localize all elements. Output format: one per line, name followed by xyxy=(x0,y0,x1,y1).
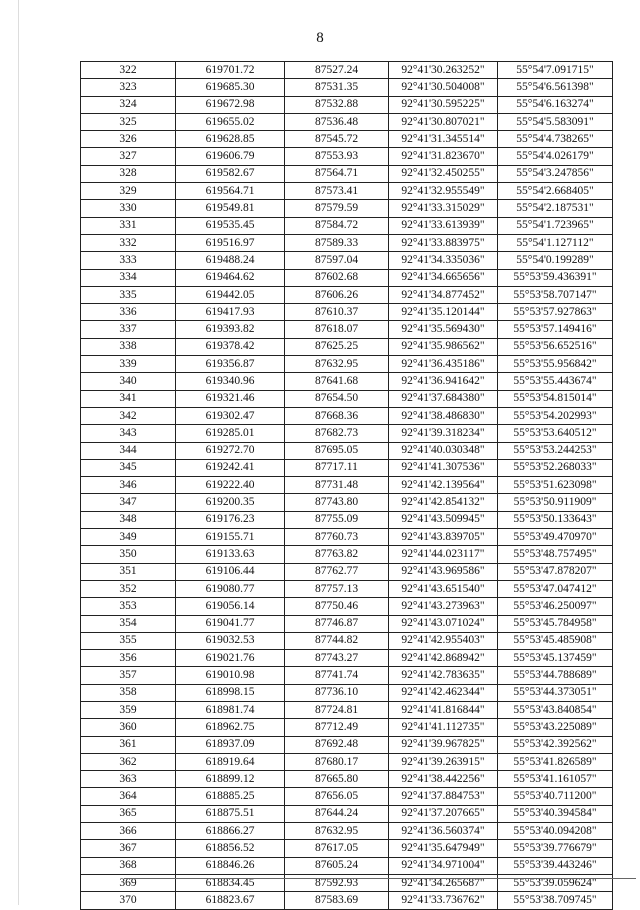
y-coordinate-cell: 87536.48 xyxy=(285,113,389,130)
y-coordinate-cell: 87736.10 xyxy=(285,684,389,701)
longitude-cell: 92°41'40.030348" xyxy=(389,442,498,459)
x-coordinate-cell: 619488.24 xyxy=(176,252,285,269)
x-coordinate-cell: 619535.45 xyxy=(176,217,285,234)
table-row xyxy=(81,425,613,442)
table-row xyxy=(81,113,613,130)
longitude-cell: 92°41'30.263252" xyxy=(389,62,498,79)
table-row xyxy=(81,62,613,79)
point-number-cell: 367 xyxy=(81,840,176,857)
point-number-cell: 325 xyxy=(81,113,176,130)
longitude-cell: 92°41'41.816844" xyxy=(389,701,498,718)
longitude-cell: 92°41'38.486830" xyxy=(389,407,498,424)
latitude-cell: 55°53'56.652516" xyxy=(498,338,613,355)
longitude-cell: 92°41'41.112735" xyxy=(389,719,498,736)
x-coordinate-cell: 619582.67 xyxy=(176,165,285,182)
x-coordinate-cell: 619672.98 xyxy=(176,96,285,113)
latitude-cell: 55°53'47.047412" xyxy=(498,580,613,597)
point-number-cell: 332 xyxy=(81,234,176,251)
coordinates-table-body xyxy=(81,62,613,910)
latitude-cell: 55°54'2.187531" xyxy=(498,200,613,217)
table-row xyxy=(81,286,613,303)
latitude-cell: 55°54'7.091715" xyxy=(498,62,613,79)
table-row xyxy=(81,805,613,822)
y-coordinate-cell: 87744.82 xyxy=(285,632,389,649)
point-number-cell: 355 xyxy=(81,632,176,649)
longitude-cell: 92°41'42.783635" xyxy=(389,667,498,684)
x-coordinate-cell: 618834.45 xyxy=(176,874,285,891)
y-coordinate-cell: 87632.95 xyxy=(285,356,389,373)
longitude-cell: 92°41'44.023117" xyxy=(389,546,498,563)
point-number-cell: 345 xyxy=(81,459,176,476)
latitude-cell: 55°53'40.094208" xyxy=(498,823,613,840)
x-coordinate-cell: 618823.67 xyxy=(176,892,285,909)
point-number-cell: 326 xyxy=(81,131,176,148)
latitude-cell: 55°53'39.059624" xyxy=(498,874,613,891)
longitude-cell: 92°41'43.839705" xyxy=(389,529,498,546)
point-number-cell: 361 xyxy=(81,736,176,753)
x-coordinate-cell: 619272.70 xyxy=(176,442,285,459)
table-row xyxy=(81,407,613,424)
table-row xyxy=(81,183,613,200)
x-coordinate-cell: 619628.85 xyxy=(176,131,285,148)
longitude-cell: 92°41'33.613939" xyxy=(389,217,498,234)
x-coordinate-cell: 618875.51 xyxy=(176,805,285,822)
table-row xyxy=(81,356,613,373)
y-coordinate-cell: 87757.13 xyxy=(285,580,389,597)
y-coordinate-cell: 87625.25 xyxy=(285,338,389,355)
x-coordinate-cell: 618998.15 xyxy=(176,684,285,701)
longitude-cell: 92°41'37.884753" xyxy=(389,788,498,805)
latitude-cell: 55°53'53.244253" xyxy=(498,442,613,459)
longitude-cell: 92°41'34.971004" xyxy=(389,857,498,874)
y-coordinate-cell: 87589.33 xyxy=(285,234,389,251)
y-coordinate-cell: 87731.48 xyxy=(285,477,389,494)
y-coordinate-cell: 87606.26 xyxy=(285,286,389,303)
latitude-cell: 55°53'39.776679" xyxy=(498,840,613,857)
table-row xyxy=(81,701,613,718)
longitude-cell: 92°41'32.955549" xyxy=(389,183,498,200)
table-row xyxy=(81,252,613,269)
x-coordinate-cell: 618919.64 xyxy=(176,753,285,770)
latitude-cell: 55°54'3.247856" xyxy=(498,165,613,182)
latitude-cell: 55°53'45.137459" xyxy=(498,650,613,667)
longitude-cell: 92°41'35.986562" xyxy=(389,338,498,355)
point-number-cell: 346 xyxy=(81,477,176,494)
footer-line xyxy=(124,878,636,879)
point-number-cell: 360 xyxy=(81,719,176,736)
x-coordinate-cell: 619155.71 xyxy=(176,529,285,546)
point-number-cell: 343 xyxy=(81,425,176,442)
table-row xyxy=(81,650,613,667)
table-row xyxy=(81,96,613,113)
longitude-cell: 92°41'30.807021" xyxy=(389,113,498,130)
point-number-cell: 336 xyxy=(81,304,176,321)
point-number-cell: 340 xyxy=(81,373,176,390)
longitude-cell: 92°41'36.435186" xyxy=(389,356,498,373)
latitude-cell: 55°53'59.436391" xyxy=(498,269,613,286)
point-number-cell: 362 xyxy=(81,753,176,770)
table-row xyxy=(81,598,613,615)
longitude-cell: 92°41'42.462344" xyxy=(389,684,498,701)
x-coordinate-cell: 619222.40 xyxy=(176,477,285,494)
table-row xyxy=(81,892,613,909)
table-row xyxy=(81,234,613,251)
point-number-cell: 341 xyxy=(81,390,176,407)
y-coordinate-cell: 87545.72 xyxy=(285,131,389,148)
x-coordinate-cell: 618846.26 xyxy=(176,857,285,874)
table-row xyxy=(81,338,613,355)
latitude-cell: 55°53'50.133643" xyxy=(498,511,613,528)
x-coordinate-cell: 619516.97 xyxy=(176,234,285,251)
table-row xyxy=(81,529,613,546)
x-coordinate-cell: 619021.76 xyxy=(176,650,285,667)
latitude-cell: 55°54'1.127112" xyxy=(498,234,613,251)
longitude-cell: 92°41'39.318234" xyxy=(389,425,498,442)
point-number-cell: 364 xyxy=(81,788,176,805)
scan-edge-line xyxy=(18,0,19,905)
y-coordinate-cell: 87641.68 xyxy=(285,373,389,390)
table-row xyxy=(81,442,613,459)
table-row xyxy=(81,753,613,770)
latitude-cell: 55°53'44.788689" xyxy=(498,667,613,684)
longitude-cell: 92°41'30.504008" xyxy=(389,79,498,96)
table-row xyxy=(81,719,613,736)
latitude-cell: 55°53'41.826589" xyxy=(498,753,613,770)
y-coordinate-cell: 87763.82 xyxy=(285,546,389,563)
y-coordinate-cell: 87592.93 xyxy=(285,874,389,891)
x-coordinate-cell: 618937.09 xyxy=(176,736,285,753)
point-number-cell: 370 xyxy=(81,892,176,909)
latitude-cell: 55°54'1.723965" xyxy=(498,217,613,234)
x-coordinate-cell: 619606.79 xyxy=(176,148,285,165)
table-row xyxy=(81,131,613,148)
x-coordinate-cell: 619032.53 xyxy=(176,632,285,649)
table-row xyxy=(81,165,613,182)
point-number-cell: 353 xyxy=(81,598,176,615)
y-coordinate-cell: 87610.37 xyxy=(285,304,389,321)
x-coordinate-cell: 618899.12 xyxy=(176,771,285,788)
x-coordinate-cell: 618866.27 xyxy=(176,823,285,840)
y-coordinate-cell: 87656.05 xyxy=(285,788,389,805)
longitude-cell: 92°41'39.263915" xyxy=(389,753,498,770)
longitude-cell: 92°41'33.736762" xyxy=(389,892,498,909)
x-coordinate-cell: 619378.42 xyxy=(176,338,285,355)
longitude-cell: 92°41'31.345514" xyxy=(389,131,498,148)
point-number-cell: 369 xyxy=(81,874,176,891)
table-row xyxy=(81,148,613,165)
x-coordinate-cell: 619564.71 xyxy=(176,183,285,200)
page-number: 8 xyxy=(316,30,324,46)
x-coordinate-cell: 619655.02 xyxy=(176,113,285,130)
y-coordinate-cell: 87584.72 xyxy=(285,217,389,234)
latitude-cell: 55°53'40.394584" xyxy=(498,805,613,822)
table-row xyxy=(81,511,613,528)
latitude-cell: 55°54'4.026179" xyxy=(498,148,613,165)
point-number-cell: 335 xyxy=(81,286,176,303)
point-number-cell: 327 xyxy=(81,148,176,165)
y-coordinate-cell: 87665.80 xyxy=(285,771,389,788)
table-row xyxy=(81,632,613,649)
table-row xyxy=(81,269,613,286)
table-row xyxy=(81,771,613,788)
x-coordinate-cell: 618962.75 xyxy=(176,719,285,736)
y-coordinate-cell: 87553.93 xyxy=(285,148,389,165)
longitude-cell: 92°41'42.854132" xyxy=(389,494,498,511)
longitude-cell: 92°41'34.877452" xyxy=(389,286,498,303)
longitude-cell: 92°41'35.569430" xyxy=(389,321,498,338)
point-number-cell: 366 xyxy=(81,823,176,840)
latitude-cell: 55°54'6.561398" xyxy=(498,79,613,96)
longitude-cell: 92°41'43.651540" xyxy=(389,580,498,597)
y-coordinate-cell: 87692.48 xyxy=(285,736,389,753)
point-number-cell: 350 xyxy=(81,546,176,563)
y-coordinate-cell: 87680.17 xyxy=(285,753,389,770)
x-coordinate-cell: 619549.81 xyxy=(176,200,285,217)
longitude-cell: 92°41'43.969586" xyxy=(389,563,498,580)
latitude-cell: 55°54'6.163274" xyxy=(498,96,613,113)
point-number-cell: 331 xyxy=(81,217,176,234)
point-number-cell: 368 xyxy=(81,857,176,874)
table-row xyxy=(81,736,613,753)
longitude-cell: 92°41'32.450255" xyxy=(389,165,498,182)
y-coordinate-cell: 87724.81 xyxy=(285,701,389,718)
point-number-cell: 342 xyxy=(81,407,176,424)
y-coordinate-cell: 87602.68 xyxy=(285,269,389,286)
table-row xyxy=(81,684,613,701)
table-row xyxy=(81,823,613,840)
latitude-cell: 55°54'2.668405" xyxy=(498,183,613,200)
y-coordinate-cell: 87617.05 xyxy=(285,840,389,857)
x-coordinate-cell: 619106.44 xyxy=(176,563,285,580)
table-row xyxy=(81,857,613,874)
latitude-cell: 55°53'50.911909" xyxy=(498,494,613,511)
y-coordinate-cell: 87695.05 xyxy=(285,442,389,459)
y-coordinate-cell: 87746.87 xyxy=(285,615,389,632)
y-coordinate-cell: 87743.80 xyxy=(285,494,389,511)
x-coordinate-cell: 619442.05 xyxy=(176,286,285,303)
y-coordinate-cell: 87755.09 xyxy=(285,511,389,528)
latitude-cell: 55°53'54.202993" xyxy=(498,407,613,424)
longitude-cell: 92°41'42.955403" xyxy=(389,632,498,649)
x-coordinate-cell: 619133.63 xyxy=(176,546,285,563)
x-coordinate-cell: 619302.47 xyxy=(176,407,285,424)
longitude-cell: 92°41'37.684380" xyxy=(389,390,498,407)
point-number-cell: 354 xyxy=(81,615,176,632)
point-number-cell: 330 xyxy=(81,200,176,217)
latitude-cell: 55°53'43.225089" xyxy=(498,719,613,736)
latitude-cell: 55°53'48.757495" xyxy=(498,546,613,563)
longitude-cell: 92°41'31.823670" xyxy=(389,148,498,165)
point-number-cell: 322 xyxy=(81,62,176,79)
table-row xyxy=(81,200,613,217)
latitude-cell: 55°54'4.738265" xyxy=(498,131,613,148)
y-coordinate-cell: 87597.04 xyxy=(285,252,389,269)
y-coordinate-cell: 87573.41 xyxy=(285,183,389,200)
latitude-cell: 55°53'54.815014" xyxy=(498,390,613,407)
point-number-cell: 344 xyxy=(81,442,176,459)
table-row xyxy=(81,563,613,580)
table-row xyxy=(81,304,613,321)
longitude-cell: 92°41'34.265687" xyxy=(389,874,498,891)
y-coordinate-cell: 87682.73 xyxy=(285,425,389,442)
longitude-cell: 92°41'37.207665" xyxy=(389,805,498,822)
point-number-cell: 329 xyxy=(81,183,176,200)
x-coordinate-cell: 619356.87 xyxy=(176,356,285,373)
point-number-cell: 363 xyxy=(81,771,176,788)
point-number-cell: 348 xyxy=(81,511,176,528)
table-row xyxy=(81,79,613,96)
latitude-cell: 55°53'57.149416" xyxy=(498,321,613,338)
table-row xyxy=(81,840,613,857)
longitude-cell: 92°41'38.442256" xyxy=(389,771,498,788)
longitude-cell: 92°41'35.120144" xyxy=(389,304,498,321)
latitude-cell: 55°53'39.443246" xyxy=(498,857,613,874)
x-coordinate-cell: 619056.14 xyxy=(176,598,285,615)
y-coordinate-cell: 87668.36 xyxy=(285,407,389,424)
y-coordinate-cell: 87531.35 xyxy=(285,79,389,96)
x-coordinate-cell: 619176.23 xyxy=(176,511,285,528)
point-number-cell: 357 xyxy=(81,667,176,684)
table-row xyxy=(81,217,613,234)
latitude-cell: 55°54'5.583091" xyxy=(498,113,613,130)
latitude-cell: 55°53'40.711200" xyxy=(498,788,613,805)
latitude-cell: 55°53'46.250097" xyxy=(498,598,613,615)
point-number-cell: 349 xyxy=(81,529,176,546)
point-number-cell: 365 xyxy=(81,805,176,822)
point-number-cell: 359 xyxy=(81,701,176,718)
y-coordinate-cell: 87743.27 xyxy=(285,650,389,667)
y-coordinate-cell: 87760.73 xyxy=(285,529,389,546)
y-coordinate-cell: 87618.07 xyxy=(285,321,389,338)
y-coordinate-cell: 87750.46 xyxy=(285,598,389,615)
point-number-cell: 351 xyxy=(81,563,176,580)
latitude-cell: 55°53'44.373051" xyxy=(498,684,613,701)
point-number-cell: 337 xyxy=(81,321,176,338)
longitude-cell: 92°41'36.941642" xyxy=(389,373,498,390)
longitude-cell: 92°41'41.307536" xyxy=(389,459,498,476)
latitude-cell: 55°53'47.878207" xyxy=(498,563,613,580)
longitude-cell: 92°41'43.071024" xyxy=(389,615,498,632)
point-number-cell: 352 xyxy=(81,580,176,597)
latitude-cell: 55°53'55.443674" xyxy=(498,373,613,390)
point-number-cell: 356 xyxy=(81,650,176,667)
x-coordinate-cell: 619242.41 xyxy=(176,459,285,476)
longitude-cell: 92°41'36.560374" xyxy=(389,823,498,840)
coordinates-table xyxy=(80,61,613,910)
point-number-cell: 338 xyxy=(81,338,176,355)
latitude-cell: 55°53'58.707147" xyxy=(498,286,613,303)
table-row xyxy=(81,459,613,476)
table-row xyxy=(81,546,613,563)
point-number-cell: 324 xyxy=(81,96,176,113)
y-coordinate-cell: 87532.88 xyxy=(285,96,389,113)
x-coordinate-cell: 619701.72 xyxy=(176,62,285,79)
table-row xyxy=(81,373,613,390)
x-coordinate-cell: 619417.93 xyxy=(176,304,285,321)
y-coordinate-cell: 87654.50 xyxy=(285,390,389,407)
x-coordinate-cell: 619080.77 xyxy=(176,580,285,597)
y-coordinate-cell: 87564.71 xyxy=(285,165,389,182)
point-number-cell: 323 xyxy=(81,79,176,96)
longitude-cell: 92°41'42.139564" xyxy=(389,477,498,494)
y-coordinate-cell: 87605.24 xyxy=(285,857,389,874)
longitude-cell: 92°41'34.335036" xyxy=(389,252,498,269)
longitude-cell: 92°41'39.967825" xyxy=(389,736,498,753)
point-number-cell: 339 xyxy=(81,356,176,373)
latitude-cell: 55°53'51.623098" xyxy=(498,477,613,494)
table-row xyxy=(81,477,613,494)
latitude-cell: 55°53'43.840854" xyxy=(498,701,613,718)
x-coordinate-cell: 619393.82 xyxy=(176,321,285,338)
latitude-cell: 55°53'57.927863" xyxy=(498,304,613,321)
table-row xyxy=(81,580,613,597)
table-row xyxy=(81,667,613,684)
point-number-cell: 334 xyxy=(81,269,176,286)
latitude-cell: 55°54'0.199289" xyxy=(498,252,613,269)
table-row xyxy=(81,494,613,511)
y-coordinate-cell: 87527.24 xyxy=(285,62,389,79)
point-number-cell: 333 xyxy=(81,252,176,269)
y-coordinate-cell: 87632.95 xyxy=(285,823,389,840)
point-number-cell: 358 xyxy=(81,684,176,701)
longitude-cell: 92°41'30.595225" xyxy=(389,96,498,113)
x-coordinate-cell: 619321.46 xyxy=(176,390,285,407)
x-coordinate-cell: 618885.25 xyxy=(176,788,285,805)
longitude-cell: 92°41'33.315029" xyxy=(389,200,498,217)
x-coordinate-cell: 619200.35 xyxy=(176,494,285,511)
latitude-cell: 55°53'45.784958" xyxy=(498,615,613,632)
latitude-cell: 55°53'41.161057" xyxy=(498,771,613,788)
y-coordinate-cell: 87762.77 xyxy=(285,563,389,580)
x-coordinate-cell: 619340.96 xyxy=(176,373,285,390)
latitude-cell: 55°53'53.640512" xyxy=(498,425,613,442)
latitude-cell: 55°53'55.956842" xyxy=(498,356,613,373)
table-row xyxy=(81,390,613,407)
y-coordinate-cell: 87583.69 xyxy=(285,892,389,909)
x-coordinate-cell: 619464.62 xyxy=(176,269,285,286)
x-coordinate-cell: 619685.30 xyxy=(176,79,285,96)
latitude-cell: 55°53'38.709745" xyxy=(498,892,613,909)
longitude-cell: 92°41'35.647949" xyxy=(389,840,498,857)
y-coordinate-cell: 87712.49 xyxy=(285,719,389,736)
x-coordinate-cell: 619285.01 xyxy=(176,425,285,442)
x-coordinate-cell: 618856.52 xyxy=(176,840,285,857)
latitude-cell: 55°53'49.470970" xyxy=(498,529,613,546)
longitude-cell: 92°41'43.509945" xyxy=(389,511,498,528)
table-row xyxy=(81,321,613,338)
point-number-cell: 347 xyxy=(81,494,176,511)
table-row xyxy=(81,615,613,632)
latitude-cell: 55°53'45.485908" xyxy=(498,632,613,649)
longitude-cell: 92°41'34.665656" xyxy=(389,269,498,286)
latitude-cell: 55°53'42.392562" xyxy=(498,736,613,753)
longitude-cell: 92°41'42.868942" xyxy=(389,650,498,667)
x-coordinate-cell: 619041.77 xyxy=(176,615,285,632)
latitude-cell: 55°53'52.268033" xyxy=(498,459,613,476)
y-coordinate-cell: 87644.24 xyxy=(285,805,389,822)
x-coordinate-cell: 618981.74 xyxy=(176,701,285,718)
y-coordinate-cell: 87741.74 xyxy=(285,667,389,684)
x-coordinate-cell: 619010.98 xyxy=(176,667,285,684)
table-row xyxy=(81,788,613,805)
y-coordinate-cell: 87579.59 xyxy=(285,200,389,217)
point-number-cell: 328 xyxy=(81,165,176,182)
longitude-cell: 92°41'43.273963" xyxy=(389,598,498,615)
y-coordinate-cell: 87717.11 xyxy=(285,459,389,476)
longitude-cell: 92°41'33.883975" xyxy=(389,234,498,251)
